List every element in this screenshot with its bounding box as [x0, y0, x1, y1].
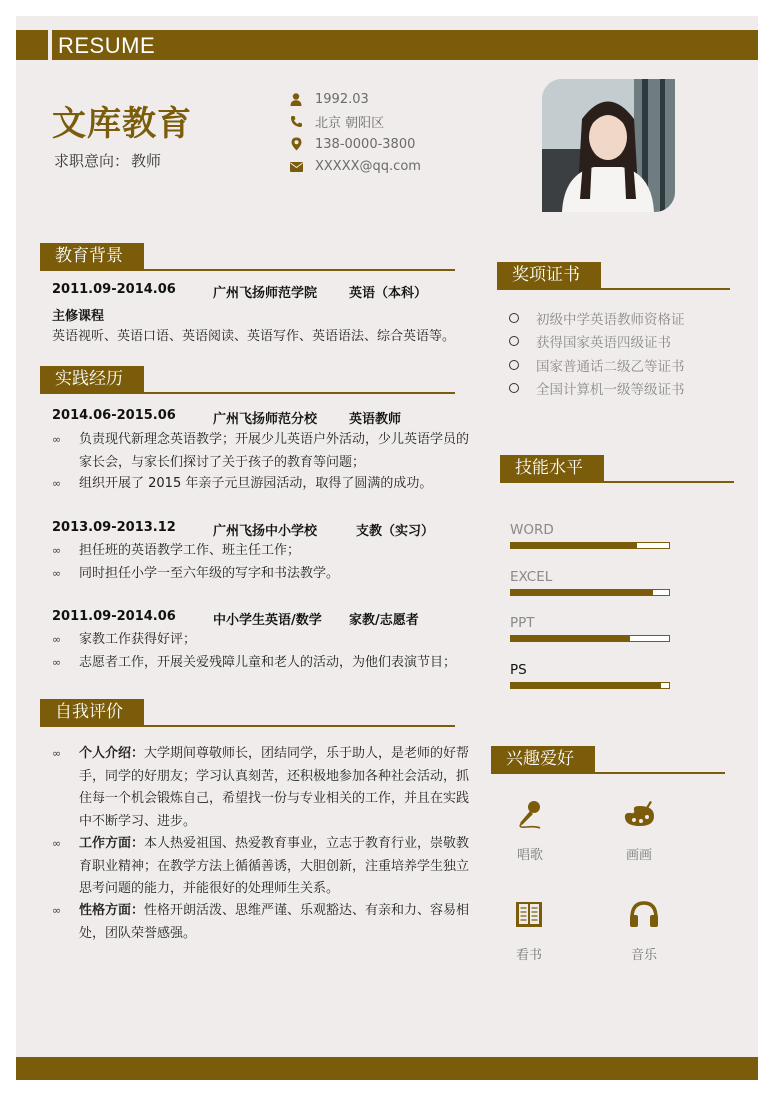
section-underline [500, 481, 734, 483]
award-item [509, 378, 685, 398]
contact-text: XXXXX@qq.com [315, 159, 421, 175]
bullet-text: 组织开展了 2015 年亲子元旦游园活动，取得了圆满的成功。 [79, 476, 433, 491]
skill-bar [510, 589, 670, 596]
practice-entry-header [52, 609, 452, 627]
section-practice [40, 366, 455, 394]
header-bar-divider [48, 30, 52, 60]
hobby-label: 画画 [625, 848, 652, 863]
bullet-text: 同时担任小学一至六年级的写字和书法教学。 [79, 566, 340, 581]
section-underline [491, 772, 725, 774]
section-title: 实践经历 [40, 366, 144, 392]
skill-bar [510, 542, 670, 549]
candidate-name: 文库教育 [52, 104, 192, 144]
circle-bullet-icon [509, 383, 519, 393]
circle-bullet-icon [509, 360, 519, 370]
section-underline [40, 269, 455, 271]
award-item [509, 355, 685, 375]
contact-address [288, 111, 421, 134]
bullet-icon: ∞ [52, 837, 62, 850]
award-text: 国家普通话二级乙等证书 [536, 359, 685, 375]
education-school: 广州飞扬师范学院 [213, 286, 318, 301]
skill-name: PPT [510, 615, 535, 631]
eval-label: 性格方面： [79, 903, 145, 918]
contact-birth [288, 88, 421, 111]
bullet-text [79, 833, 475, 901]
practice-org: 广州飞扬师范分校 [213, 412, 318, 427]
footer-bar [16, 1057, 758, 1080]
contact-text: 1992.03 [315, 91, 369, 107]
bullet-icon: ∞ [52, 904, 62, 917]
contact-text: 138-0000-3800 [315, 136, 416, 152]
bullet-text: 负责现代新理念英语教学；开展少儿英语户外活动，少儿英语学员的家长会，与家长们探讨了关于孩子的教育等问题； [79, 432, 470, 470]
award-item [509, 331, 671, 351]
eval-label: 工作方面： [79, 836, 145, 851]
hobby-label: 音乐 [630, 948, 657, 963]
courses-label: 主修课程 [52, 309, 105, 324]
envelope-icon [288, 159, 304, 175]
practice-role: 支教（实习） [356, 524, 435, 539]
circle-bullet-icon [509, 336, 519, 346]
skill-item [510, 661, 670, 689]
bullet-text: 志愿者工作，开展关爱残障儿童和老人的活动，为他们表演节目； [79, 655, 457, 670]
section-education [40, 243, 455, 271]
header-bar [16, 30, 758, 60]
contact-email [288, 156, 421, 179]
eval-label: 个人介绍： [79, 746, 145, 761]
bullet-icon: ∞ [52, 656, 62, 669]
section-awards [497, 262, 730, 290]
microphone-icon [500, 797, 560, 831]
book-icon [499, 897, 559, 931]
eval-text: 本人热爱祖国、热爱教育事业，立志于教育行业，崇敬教育职业精神；在教学方法上循循善诱，大胆创新，注重培养学生独立思考问题的能力，并能很好的处理师生关系。 [79, 836, 470, 896]
skill-item [510, 521, 670, 549]
bullet-text: 担任班的英语教学工作、班主任工作； [79, 543, 301, 558]
bullet-text [79, 743, 475, 833]
hobby-item [499, 897, 559, 963]
skill-item [510, 568, 670, 596]
bullet-icon: ∞ [52, 433, 62, 446]
palette-icon [609, 797, 669, 831]
award-item [509, 308, 685, 328]
section-underline [497, 288, 730, 290]
section-title: 兴趣爱好 [491, 746, 595, 772]
job-intent [52, 150, 161, 171]
eval-text: 性格开朗活泼、思维严谨、乐观豁达、有亲和力、容易相处，团队荣誉感强。 [79, 903, 470, 941]
section-underline [40, 725, 455, 727]
section-self-eval [40, 699, 455, 727]
practice-entry-header [52, 408, 452, 426]
bullet-icon: ∞ [52, 477, 62, 490]
skill-bar-fill [511, 543, 637, 548]
contact-text: 北京 朝阳区 [315, 116, 385, 132]
bullet-icon: ∞ [52, 544, 62, 557]
hobby-item [609, 797, 669, 863]
award-text: 初级中学英语教师资格证 [536, 312, 685, 328]
section-title: 奖项证书 [497, 262, 601, 288]
practice-period: 2013.09-2013.12 [52, 520, 176, 535]
practice-role: 家教/志愿者 [349, 613, 419, 628]
practice-period: 2011.09-2014.06 [52, 609, 176, 624]
bullet-icon: ∞ [52, 633, 62, 646]
skill-name: WORD [510, 522, 554, 538]
bullet-text: 家教工作获得好评； [79, 632, 197, 647]
hobby-label: 看书 [515, 948, 542, 963]
job-intent-label: 求职意向： [54, 152, 130, 170]
practice-org: 广州飞扬中小学校 [213, 524, 318, 539]
courses-text: 英语视听、英语口语、英语阅读、英语写作、英语语法、综合英语等。 [52, 329, 456, 344]
education-entry-header [52, 282, 452, 300]
hobby-label: 唱歌 [516, 848, 543, 863]
section-title: 教育背景 [40, 243, 144, 269]
hobby-item [500, 797, 560, 863]
phone-icon [288, 114, 304, 130]
bullet-icon: ∞ [52, 747, 62, 760]
hobby-item [614, 897, 674, 963]
award-text: 全国计算机一级等级证书 [536, 382, 685, 398]
skill-name: EXCEL [510, 569, 553, 585]
skill-bar [510, 682, 670, 689]
resume-title: RESUME [58, 33, 156, 58]
skill-bar-fill [511, 683, 661, 688]
person-icon [288, 91, 304, 107]
skill-bar-fill [511, 636, 630, 641]
profile-photo [542, 79, 675, 212]
practice-org: 中小学生英语/数学 [213, 613, 322, 628]
practice-role: 英语教师 [349, 412, 402, 427]
section-hobbies [491, 746, 725, 774]
bullet-text [79, 900, 475, 945]
section-underline [40, 392, 455, 394]
education-major: 英语（本科） [349, 286, 428, 301]
skill-item [510, 614, 670, 642]
section-skills [500, 455, 734, 483]
contact-info [288, 88, 421, 178]
eval-text: 大学期间尊敬师长，团结同学，乐于助人，是老师的好帮手，同学的好朋友；学习认真刻苦，还积极地参加各种社会活动，抓住每一个机会锻炼自己，希望找一份与专业相关的工作，并且在实践中不断学习、进步。 [79, 746, 470, 829]
location-pin-icon [288, 136, 304, 152]
section-title: 技能水平 [500, 455, 604, 481]
practice-entry-header [52, 520, 452, 538]
education-period: 2011.09-2014.06 [52, 282, 176, 297]
bullet-icon: ∞ [52, 567, 62, 580]
skill-name: PS [510, 662, 527, 678]
award-text: 获得国家英语四级证书 [536, 335, 671, 351]
headphones-icon [614, 897, 674, 931]
practice-period: 2014.06-2015.06 [52, 408, 176, 423]
circle-bullet-icon [509, 313, 519, 323]
skill-bar-fill [511, 590, 653, 595]
section-title: 自我评价 [40, 699, 144, 725]
skill-bar [510, 635, 670, 642]
job-intent-value: 教师 [131, 152, 162, 170]
contact-phone [288, 133, 421, 156]
